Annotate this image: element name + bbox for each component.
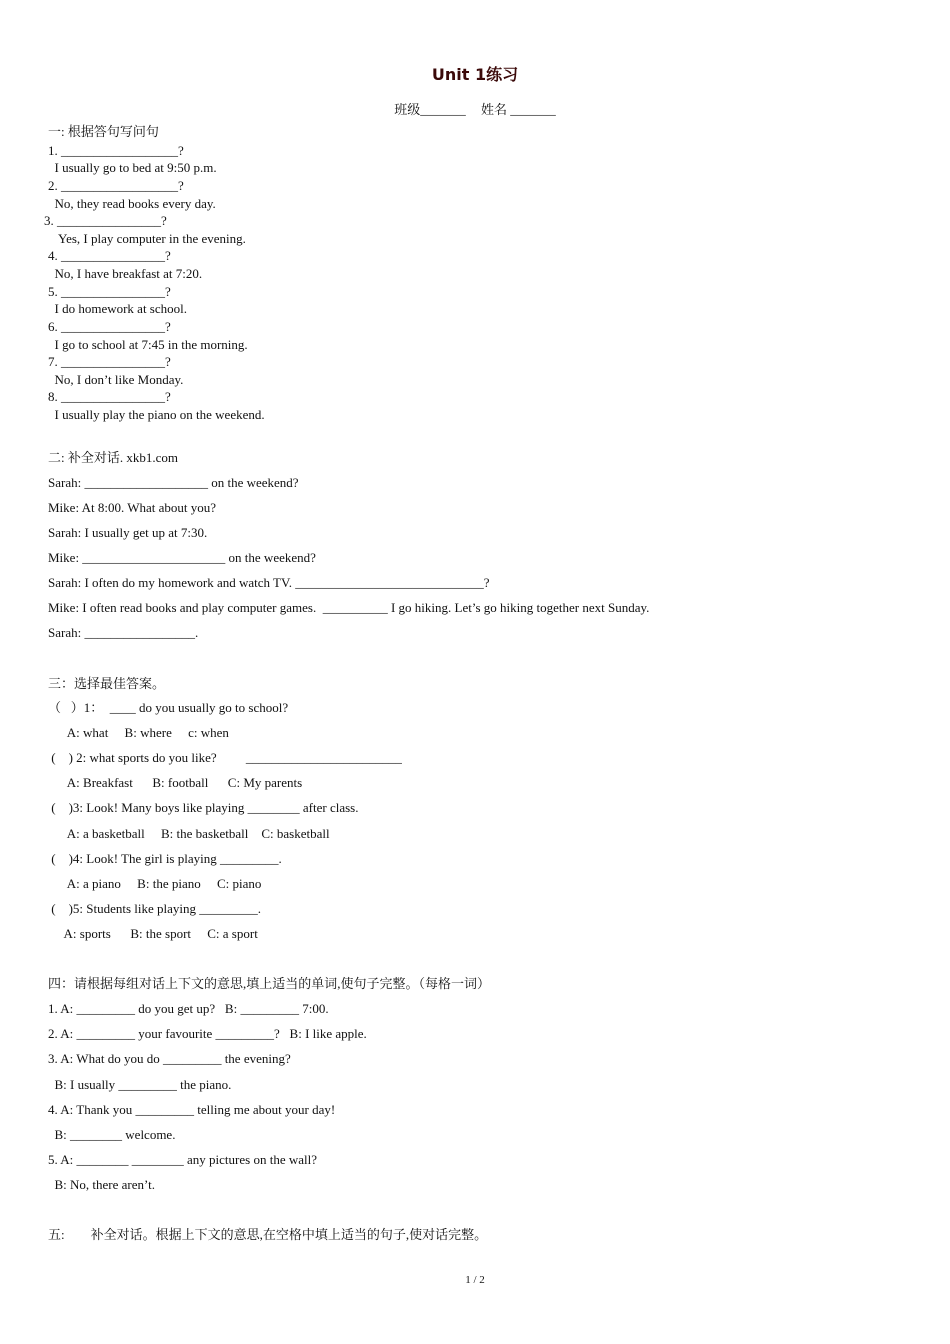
section5-heading: 五: 补全对话。根据上下文的意思,在空格中填上适当的句子,使对话完整。 — [48, 1227, 488, 1242]
section2-line: Sarah: I often do my homework and watch TV. _____________________________? — [48, 575, 490, 590]
section4-heading: 四：请根据每组对话上下文的意思,填上适当的单词,使句子完整。（每格一词） — [48, 976, 491, 991]
section1-line: No, I have breakfast at 7:20. — [48, 266, 203, 281]
section3-line: ( )3: Look! Many boys like playing ________ after class. — [48, 800, 359, 815]
section3-line: A: a basketball B: the basketball C: basketball — [48, 826, 330, 841]
page-title: Unit 1练习 — [431, 65, 519, 84]
section1-line: 7. ________________? — [48, 354, 171, 369]
section3-line: A: what B: where c: when — [48, 725, 229, 740]
section3-line: A: sports B: the sport C: a sport — [48, 926, 258, 941]
section2-heading: 二: 补全对话. xkb1.com — [48, 450, 178, 465]
section4-line: 1. A: _________ do you get up? B: _________ 7:00. — [48, 1001, 329, 1016]
section1-line: 4. ________________? — [48, 248, 171, 263]
section4-line: B: ________ welcome. — [48, 1127, 176, 1142]
section1-line: 1. __________________? — [48, 143, 184, 158]
section1-line: I usually go to bed at 9:50 p.m. — [48, 160, 217, 175]
name-label: 姓名 _______ — [481, 102, 556, 117]
section4-line: 2. A: _________ your favourite _________? B: I like apple. — [48, 1026, 367, 1041]
section3-line: ( ) 2: what sports do you like? ________________________ — [48, 750, 402, 765]
section3-line: ( )5: Students like playing _________. — [48, 901, 262, 916]
section1-line: I do homework at school. — [48, 301, 188, 316]
section3-line: A: a piano B: the piano C: piano — [48, 876, 262, 891]
section3-line: ( )4: Look! The girl is playing _________. — [48, 851, 282, 866]
class-label: 班级_______ — [394, 102, 466, 117]
section2-line: Sarah: _________________. — [48, 625, 199, 640]
section2-line: Sarah: I usually get up at 7:30. — [48, 525, 208, 540]
section2-line: Sarah: ___________________ on the weekend? — [48, 475, 299, 490]
section1-line: 8. ________________? — [48, 389, 171, 404]
section1-line: I go to school at 7:45 in the morning. — [48, 337, 248, 352]
section1-line: No, they read books every day. — [48, 196, 216, 211]
section3-line: A: Breakfast B: football C: My parents — [48, 775, 303, 790]
section1-line: 6. ________________? — [48, 319, 171, 334]
section1-heading: 一: 根据答句写问句 — [48, 124, 159, 139]
section1-line: 5. ________________? — [48, 284, 171, 299]
page-number: 1 / 2 — [465, 1274, 485, 1286]
section4-line: B: No, there aren’t. — [48, 1177, 155, 1192]
section3-line: （ ）1： ____ do you usually go to school? — [48, 700, 289, 715]
section2-line: Mike: At 8:00. What about you? — [48, 500, 217, 515]
class-name-line — [0, 99, 950, 118]
section1-line: 2. __________________? — [48, 178, 184, 193]
section4-line: 4. A: Thank you _________ telling me about your day! — [48, 1102, 336, 1117]
section4-line: 5. A: ________ ________ any pictures on the wall? — [48, 1152, 317, 1167]
section2-line: Mike: ______________________ on the weekend? — [48, 550, 316, 565]
section1-line: I usually play the piano on the weekend. — [48, 407, 265, 422]
section3-heading: 三：选择最佳答案。 — [48, 676, 166, 691]
section1-line: No, I don’t like Monday. — [48, 372, 184, 387]
section2-line: Mike: I often read books and play computer games. __________ I go hiking. Let’s go hiking together next Sunday. — [48, 600, 650, 615]
section1-line: 3. ________________? — [44, 213, 167, 228]
section4-line: 3. A: What do you do _________ the evening? — [48, 1051, 291, 1066]
section4-line: B: I usually _________ the piano. — [48, 1077, 232, 1092]
section1-line: Yes, I play computer in the evening. — [52, 231, 246, 246]
